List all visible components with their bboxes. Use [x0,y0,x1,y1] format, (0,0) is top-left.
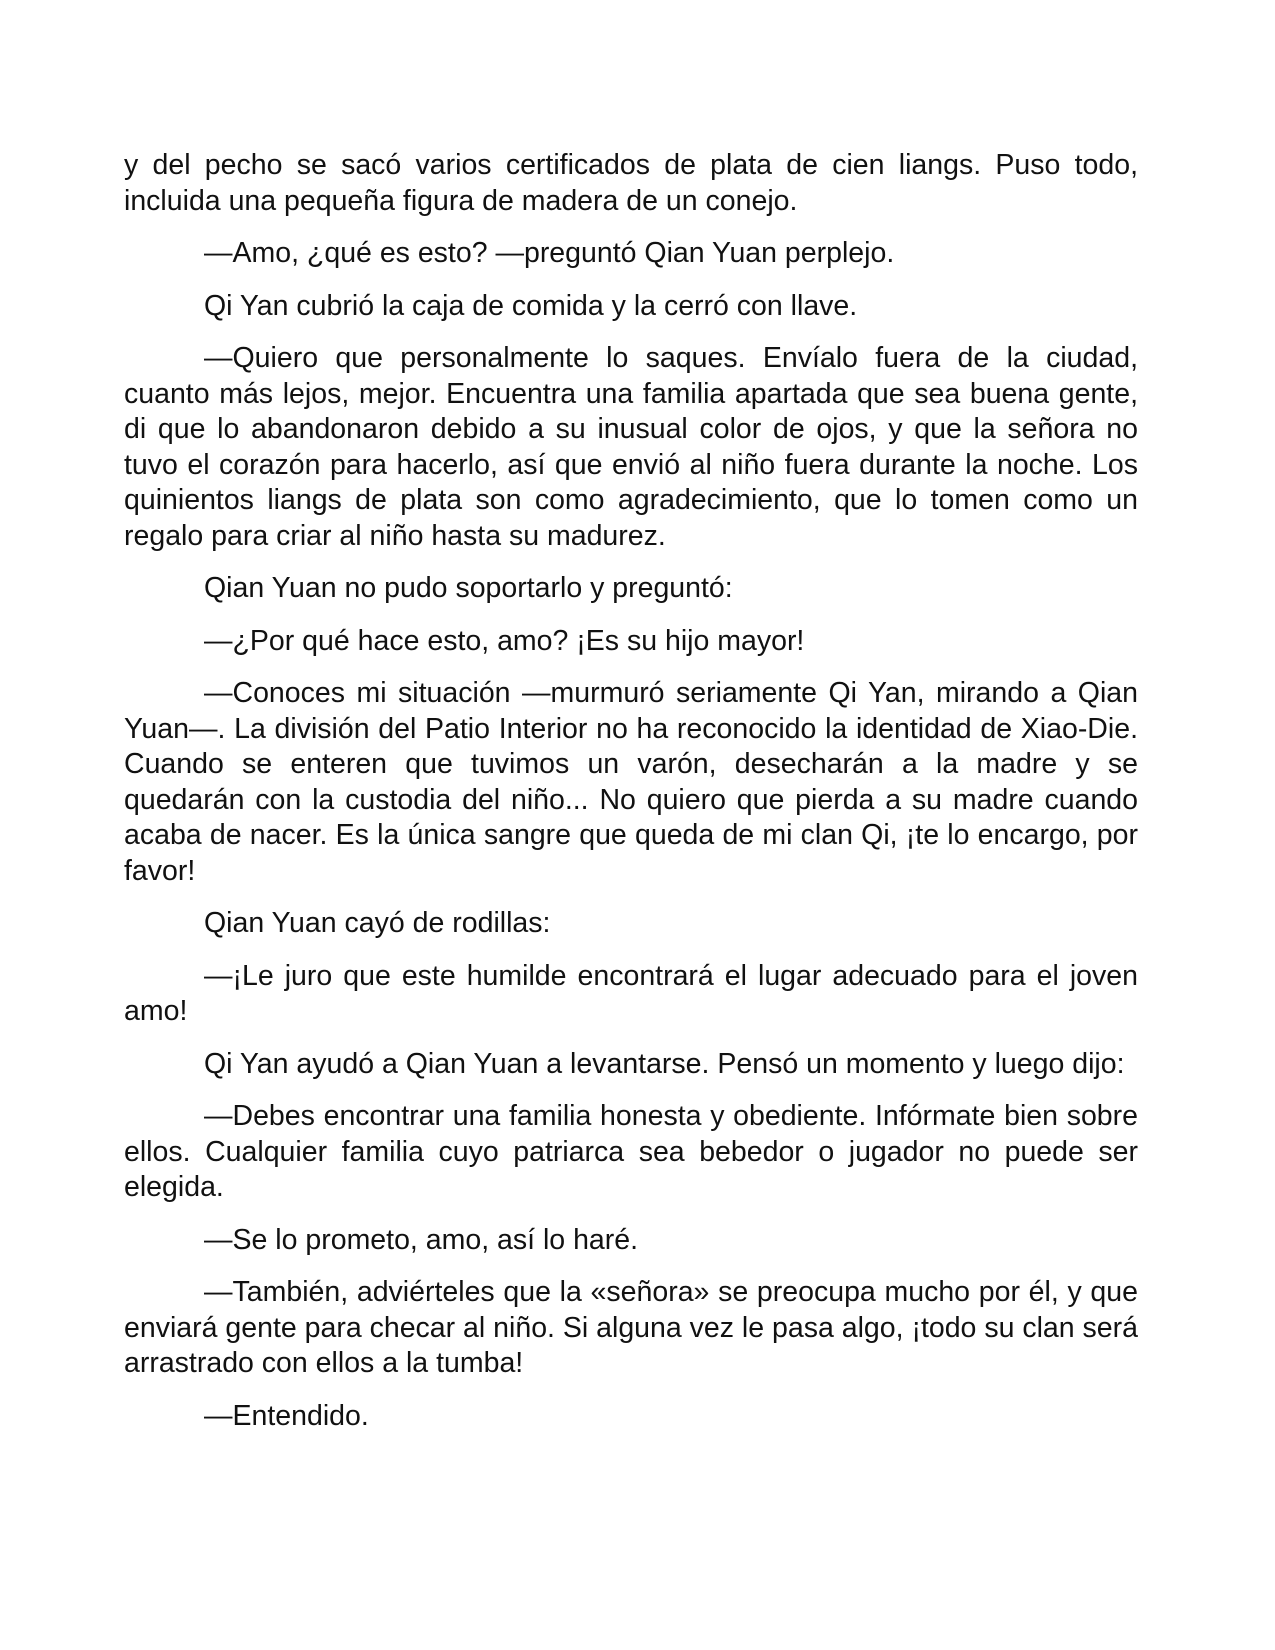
paragraph: Qian Yuan cayó de rodillas: [204,907,551,939]
paragraph: —Conoces mi situación —murmuró seriamente Qi Yan, mirando a Qian Yuan—. La división del Patio Interior no ha reconocido la identidad de Xiao-Die. Cuando se enteren que tuvimos un varón, desecharán a la madre y se quedarán con la custodia del niño... No quiero que pierda a su madre cuando acaba de nacer. Es la única sangre que queda de mi clan Qi, ¡te lo encargo, por favor! [124,677,1138,887]
paragraph: —Entendido. [204,1399,369,1432]
paragraph: —Amo, ¿qué es esto? —preguntó Qian Yuan perplejo. [204,237,895,269]
paragraph: —También, adviérteles que la «señora» se preocupa mucho por él, y que enviará gente para checar al niño. Si alguna vez le pasa algo, ¡todo su clan será arrastrado con ellos a la tumba! [124,1276,1138,1379]
document-page [124,148,1138,1451]
paragraph: Qi Yan ayudó a Qian Yuan a levantarse. Pensó un momento y luego dijo: [204,1047,1125,1080]
paragraph: —¡Le juro que este humilde encontrará el lugar adecuado para el joven amo! [124,959,1138,1027]
paragraph: —Quiero que personalmente lo saques. Envíalo fuera de la ciudad, cuanto más lejos, mejor. Encuentra una familia apartada que sea buena gente, di que lo abandonaron debido a su inusual color de ojos, y que la señora no tuvo el corazón para hacerlo, así que envió al niño fuera durante la noche. Los quinientos liangs de plata son como agradecimiento, que lo tomen como un regalo para criar al niño hasta su madurez. [124,342,1138,552]
paragraph: —¿Por qué hace esto, amo? ¡Es su hijo mayor! [204,624,805,657]
paragraph: Qi Yan cubrió la caja de comida y la cerró con llave. [204,289,858,322]
paragraph: —Se lo prometo, amo, así lo haré. [204,1223,639,1256]
paragraph: Qian Yuan no pudo soportarlo y preguntó: [204,572,733,604]
paragraph: —Debes encontrar una familia honesta y obediente. Infórmate bien sobre ellos. Cualquier familia cuyo patriarca sea bebedor o jugador no puede ser elegida. [124,1100,1138,1203]
paragraph-continuation: y del pecho se sacó varios certificados de plata de cien liangs. Puso todo, incluida una pequeña figura de madera de un conejo. [124,149,1138,217]
